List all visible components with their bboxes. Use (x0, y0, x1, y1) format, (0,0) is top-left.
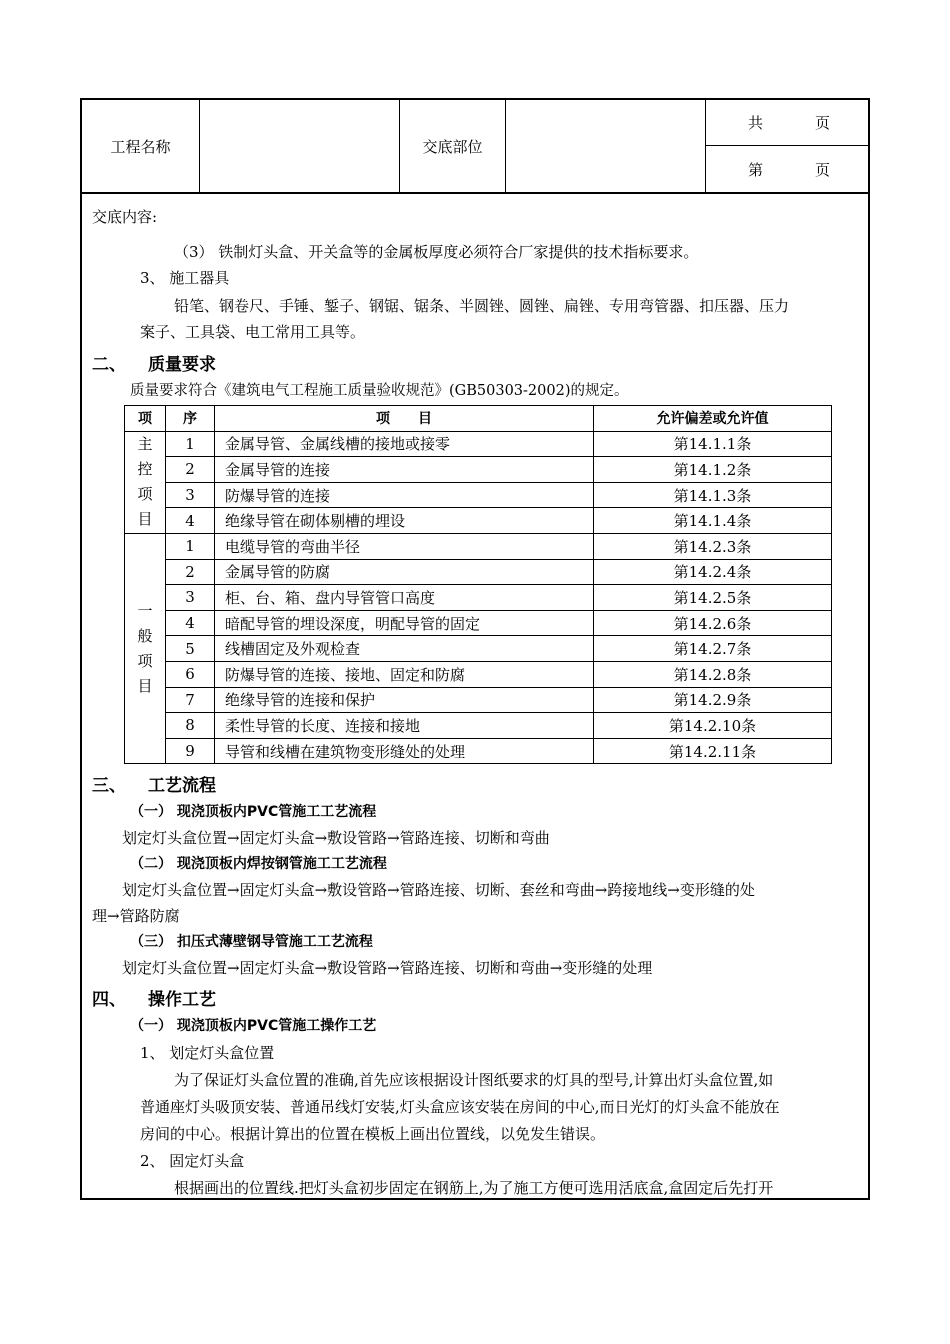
section3-sub2-text1: 划定灯头盒位置→固定灯头盒→敷设管路→管路连接、切断、套丝和弯曲→跨接地线→变形缝的处 (122, 881, 755, 899)
row-item: 绝缘导管在砌体剔槽的埋设 (215, 508, 594, 534)
section4-sub1-title: （一） 现浇顶板内PVC管施工操作工艺 (130, 1018, 377, 1034)
section3-sub3-title: （三） 扣压式薄壁钢导管施工工艺流程 (130, 934, 373, 950)
table-header-row (125, 406, 832, 432)
table-row (125, 687, 832, 713)
row-item: 金属导管的连接 (215, 457, 594, 483)
general-category-char: 般 (137, 626, 153, 645)
table-row (125, 661, 832, 687)
table-row (125, 585, 832, 611)
main-category-char: 主 (137, 435, 153, 454)
row-item: 暗配导管的埋设深度，明配导管的固定 (215, 610, 594, 636)
row-value: 第14.2.7条 (594, 636, 832, 662)
section2-title: 质量要求 (148, 355, 216, 375)
total-pages-label-1: 共 (748, 114, 764, 132)
row-value: 第14.1.4条 (594, 508, 832, 534)
section3-sub3-text: 划定灯头盒位置→固定灯头盒→敷设管路→管路连接、切断和弯曲→变形缝的处理 (122, 959, 653, 977)
tools-line1: 铅笔、钢卷尺、手锤、錾子、钢锯、锯条、半圆锉、圆锉、扁锉、专用弯管器、扣压器、压力 (174, 297, 790, 315)
col-header-value: 允许偏差或允许值 (594, 406, 832, 432)
table-row (125, 533, 832, 559)
table-row (125, 457, 832, 483)
row-seq: 1 (166, 533, 215, 559)
row-item: 防爆导管的连接 (215, 482, 594, 508)
section2-number: 二、 (92, 355, 126, 375)
page-label-2: 页 (815, 160, 831, 179)
main-category-char: 项 (137, 485, 153, 504)
row-value: 第14.2.4条 (594, 559, 832, 585)
row-value: 第14.1.1条 (594, 431, 832, 457)
header-row (82, 100, 868, 194)
row-value: 第14.2.8条 (594, 661, 832, 687)
row-seq: 6 (166, 661, 215, 687)
row-item: 柜、台、箱、盘内导管管口高度 (215, 585, 594, 611)
location-label: 交底部位 (400, 100, 506, 192)
row-value: 第14.2.5条 (594, 585, 832, 611)
row-value: 第14.1.2条 (594, 457, 832, 483)
table-row (125, 431, 832, 457)
section3-sub1-text: 划定灯头盒位置→固定灯头盒→敷设管路→管路连接、切断和弯曲 (122, 829, 550, 847)
row-seq: 2 (166, 559, 215, 585)
table-row (125, 508, 832, 534)
tools-heading: 3、 施工器具 (140, 269, 230, 287)
table-row (125, 738, 832, 764)
row-seq: 4 (166, 610, 215, 636)
row-seq: 2 (166, 457, 215, 483)
main-category-cell (125, 431, 166, 533)
row-seq: 7 (166, 687, 215, 713)
row-item: 电缆导管的弯曲半径 (215, 533, 594, 559)
main-category-char: 控 (137, 460, 153, 479)
row-item: 金属导管、金属线槽的接地或接零 (215, 431, 594, 457)
section3-sub2-title: （二） 现浇顶板内焊按钢管施工工艺流程 (130, 856, 387, 872)
page-number-cell (706, 146, 868, 192)
general-category-char: 目 (137, 676, 153, 695)
section4-number: 四、 (92, 990, 126, 1010)
step2-line1: 根据画出的位置线.把灯头盒初步固定在钢筋上,为了施工方便可选用活底盒,盒固定后先打开 (174, 1179, 774, 1197)
row-item: 柔性导管的长度、连接和接地 (215, 713, 594, 739)
total-pages-label-2: 页 (815, 114, 831, 132)
step1-line2: 普通座灯头吸顶安装、普通吊线灯安装,灯头盒应该安装在房间的中心,而日光灯的灯头盒不能放在 (140, 1098, 780, 1116)
location-value (506, 100, 706, 192)
row-value: 第14.2.6条 (594, 610, 832, 636)
intro-item3: （3） 铁制灯头盒、开关盒等的金属板厚度必须符合厂家提供的技术指标要求。 (174, 243, 699, 261)
quality-table (124, 405, 832, 764)
row-seq: 3 (166, 482, 215, 508)
general-category-char: 一 (137, 601, 153, 620)
table-row (125, 713, 832, 739)
row-seq: 1 (166, 431, 215, 457)
section3-sub2-text2: 理→管路防腐 (92, 907, 180, 925)
tools-line2: 案子、工具袋、电工常用工具等。 (140, 323, 366, 341)
row-value: 第14.2.11条 (594, 738, 832, 764)
project-name-value (200, 100, 400, 192)
table-row (125, 482, 832, 508)
content-label: 交底内容: (92, 208, 158, 226)
col-header-item: 项 目 (215, 406, 594, 432)
step1-title: 1、 划定灯头盒位置 (140, 1044, 275, 1062)
row-seq: 8 (166, 713, 215, 739)
table-row (125, 636, 832, 662)
row-seq: 4 (166, 508, 215, 534)
row-item: 金属导管的防腐 (215, 559, 594, 585)
form-frame (80, 98, 870, 1200)
section3-title: 工艺流程 (148, 776, 216, 796)
table-row (125, 559, 832, 585)
page-label-1: 第 (748, 160, 764, 179)
row-seq: 9 (166, 738, 215, 764)
row-item: 防爆导管的连接、接地、固定和防腐 (215, 661, 594, 687)
row-value: 第14.2.3条 (594, 533, 832, 559)
col-header-seq: 序 (166, 406, 215, 432)
step1-line1: 为了保证灯头盒位置的准确,首先应该根据设计图纸要求的灯具的型号,计算出灯头盒位置,如 (174, 1071, 774, 1089)
col-header-category: 项 (125, 406, 166, 432)
section3-number: 三、 (92, 776, 126, 796)
project-name-label: 工程名称 (82, 100, 200, 192)
section4-title: 操作工艺 (148, 990, 216, 1010)
row-item: 线槽固定及外观检查 (215, 636, 594, 662)
general-category-char: 项 (137, 651, 153, 670)
row-seq: 3 (166, 585, 215, 611)
table-row (125, 610, 832, 636)
row-seq: 5 (166, 636, 215, 662)
step1-line3: 房间的中心。根据计算出的位置在模板上画出位置线，以免发生错误。 (140, 1125, 606, 1143)
row-value: 第14.2.9条 (594, 687, 832, 713)
main-category-char: 目 (137, 510, 153, 529)
general-category-cell (125, 533, 166, 763)
row-item: 导管和线槽在建筑物变形缝处的处理 (215, 738, 594, 764)
row-value: 第14.2.10条 (594, 713, 832, 739)
step2-title: 2、 固定灯头盒 (140, 1152, 245, 1170)
row-item: 绝缘导管的连接和保护 (215, 687, 594, 713)
section2-desc: 质量要求符合《建筑电气工程施工质量验收规范》(GB50303-2002)的规定。 (130, 383, 629, 399)
row-value: 第14.1.3条 (594, 482, 832, 508)
section3-sub1-title: （一） 现浇顶板内PVC管施工工艺流程 (130, 804, 377, 820)
total-pages-cell (706, 100, 868, 146)
